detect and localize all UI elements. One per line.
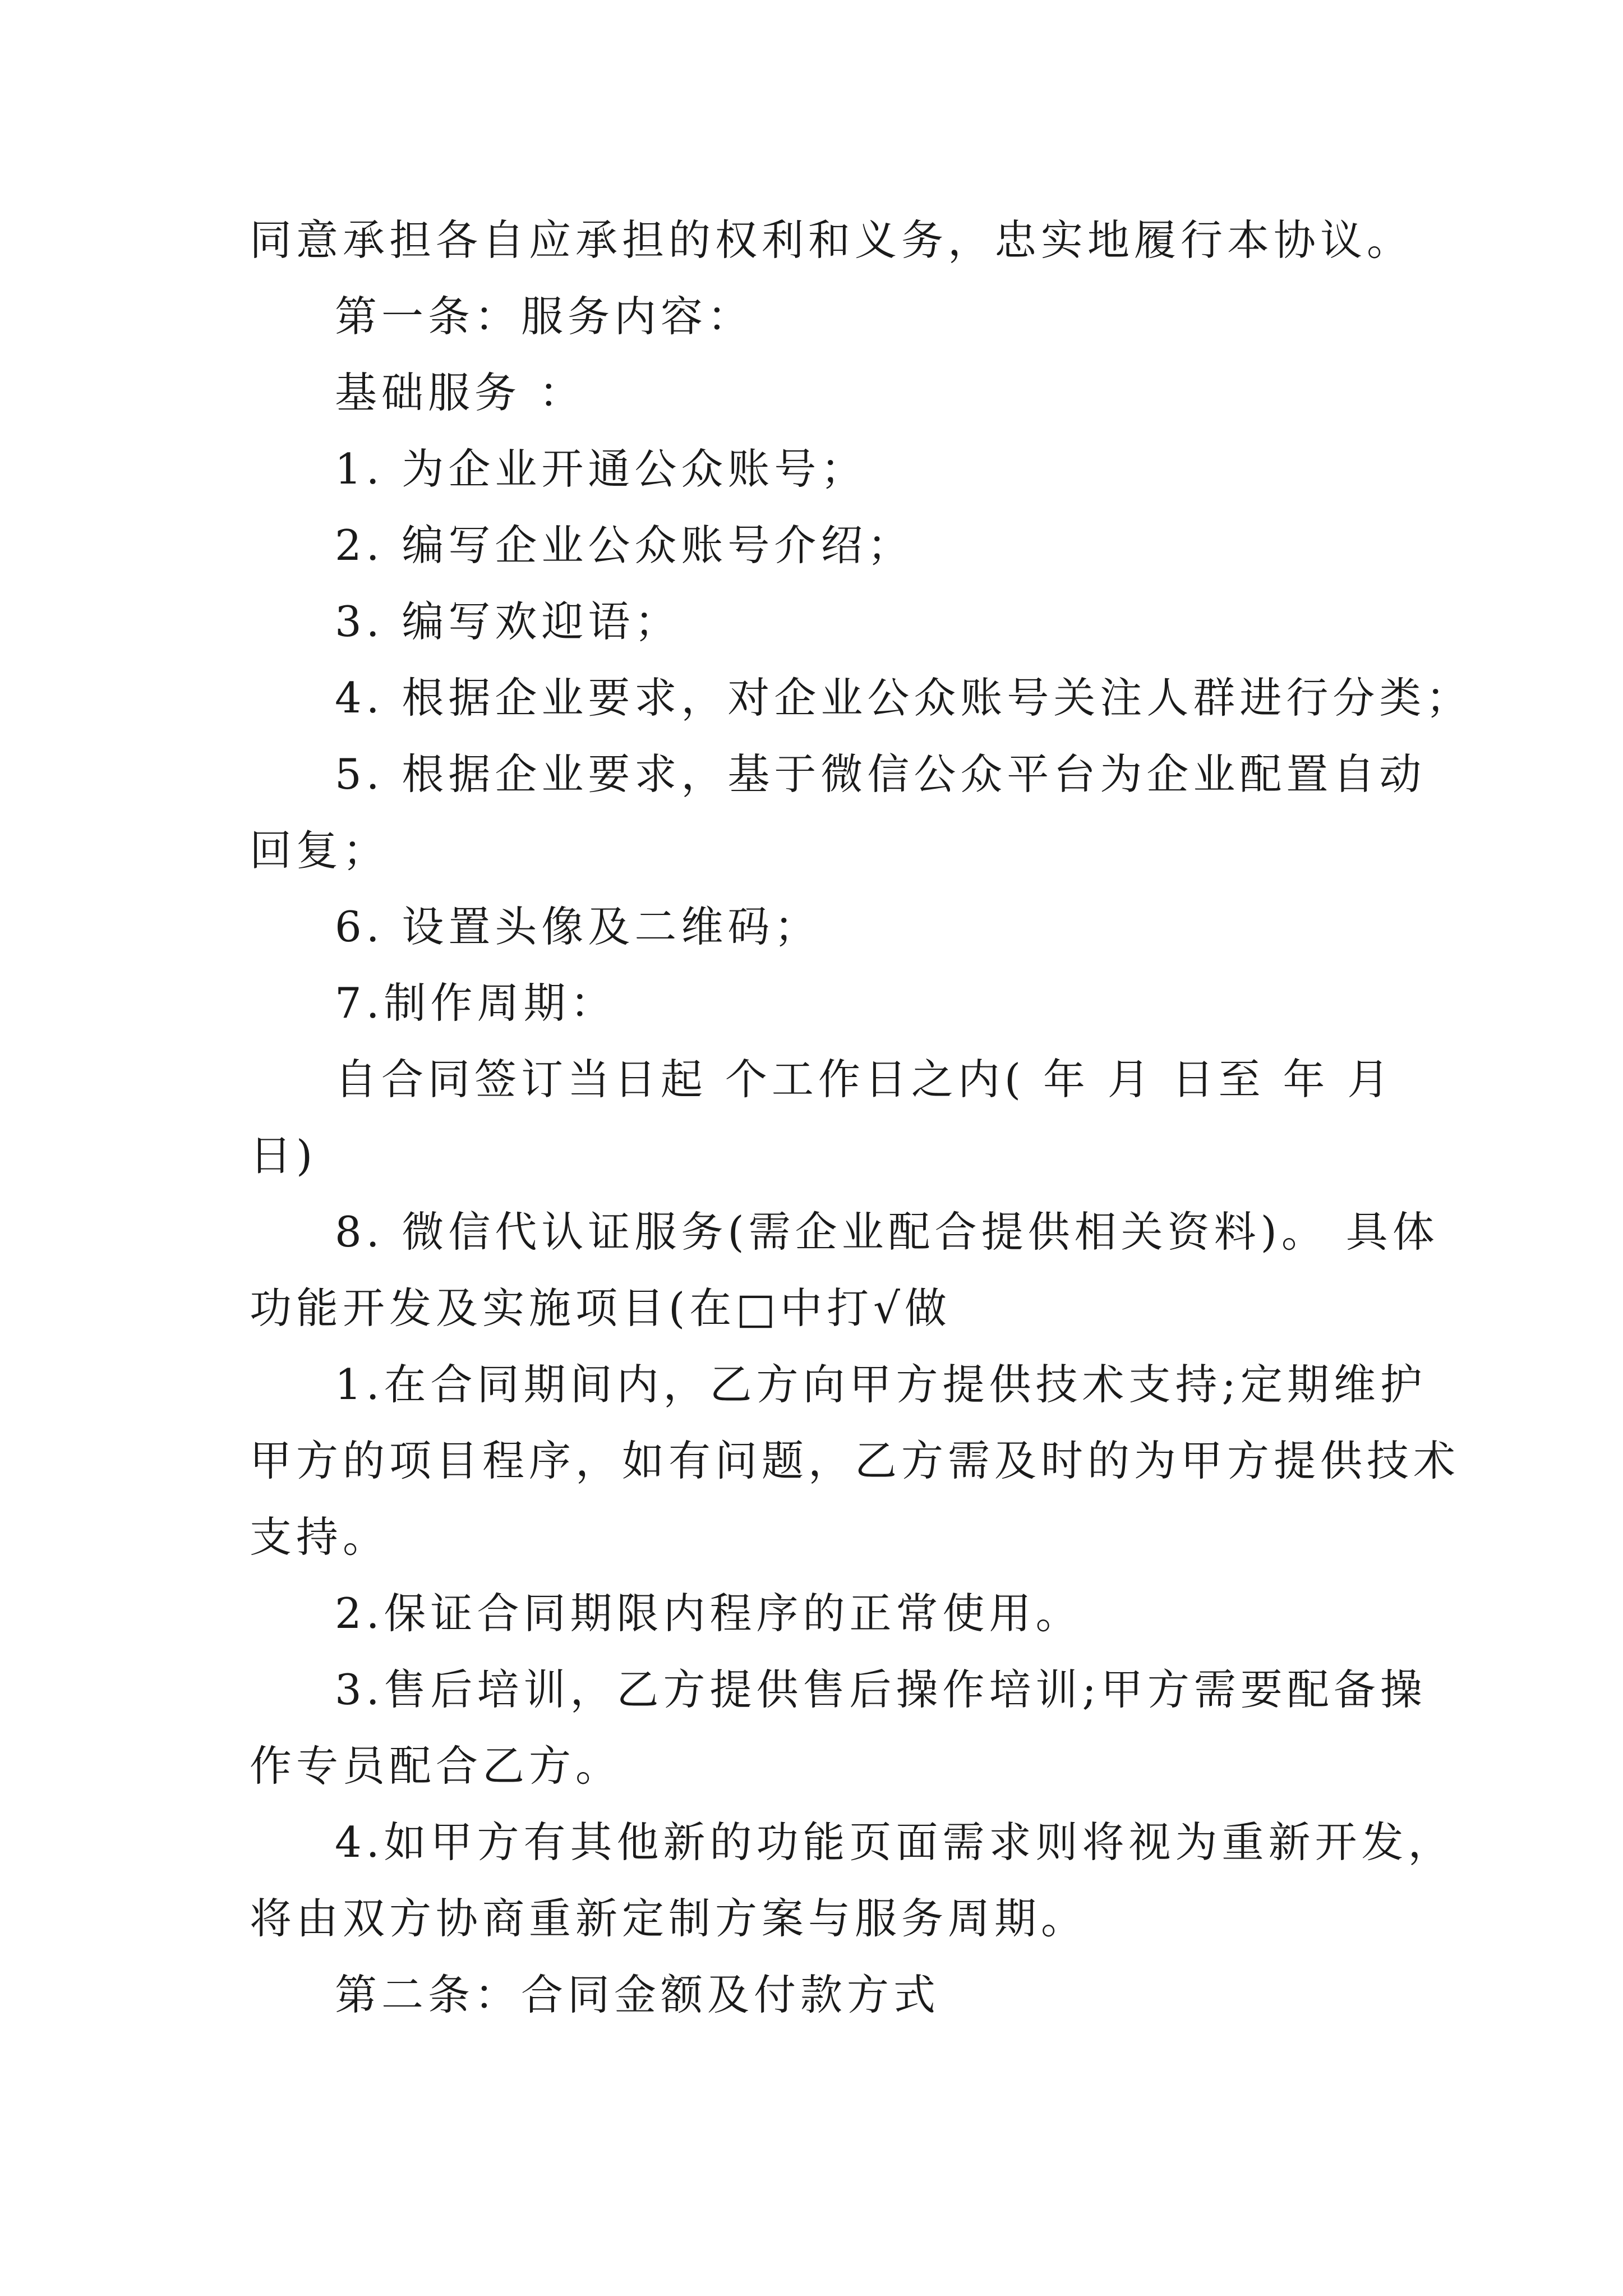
list-item: 2. 编写企业公众账号介绍； <box>335 521 914 570</box>
list-item: 6. 设置头像及二维码； <box>335 902 821 951</box>
support-item-continuation: 将由双方协商重新定制方案与服务周期。 <box>250 1894 1088 1943</box>
support-item: 2.保证合同期限内程序的正常使用。 <box>335 1589 1082 1638</box>
contract-body <box>250 202 1473 2033</box>
list-item: 5. 根据企业要求，基于微信公众平台为企业配置自动 <box>335 749 1426 799</box>
section-heading-service-content: 第一条：服务内容： <box>335 292 754 341</box>
support-item: 3.售后培训，乙方提供售后操作培训;甲方需要配备操 <box>335 1665 1427 1714</box>
list-item-continuation: 回复； <box>250 826 390 875</box>
paragraph-line: 同意承担各自应承担的权利和义务，忠实地履行本协议。 <box>250 215 1414 265</box>
support-item-continuation: 支持。 <box>250 1512 390 1562</box>
support-item: 1.在合同期间内，乙方向甲方提供技术支持;定期维护 <box>335 1360 1427 1409</box>
list-item: 8. 微信代认证服务(需企业配合提供相关资料)。 具体 <box>335 1207 1439 1257</box>
support-item-continuation: 甲方的项目程序，如有问题，乙方需及时的为甲方提供技术 <box>250 1436 1460 1485</box>
list-item-continuation: 功能开发及实施项目(在□中打√做 <box>250 1283 951 1333</box>
production-period-text: 自合同签订当日起 个工作日之内( 年 月 日至 年 月 <box>335 1055 1394 1104</box>
list-item: 3. 编写欢迎语； <box>335 597 681 646</box>
support-item: 4.如甲方有其他新的功能页面需求则将视为重新开发， <box>335 1818 1455 1867</box>
list-item: 1. 为企业开通公众账号； <box>335 444 868 494</box>
production-period-continuation: 日) <box>250 1131 317 1180</box>
list-item: 7.制作周期： <box>335 978 617 1028</box>
subheading-basic-service: 基础服务 ： <box>335 368 585 417</box>
section-heading-contract-amount: 第二条：合同金额及付款方式 <box>335 1970 940 2019</box>
support-item-continuation: 作专员配合乙方。 <box>250 1741 623 1791</box>
list-item: 4. 根据企业要求，对企业公众账号关注人群进行分类； <box>335 673 1473 723</box>
